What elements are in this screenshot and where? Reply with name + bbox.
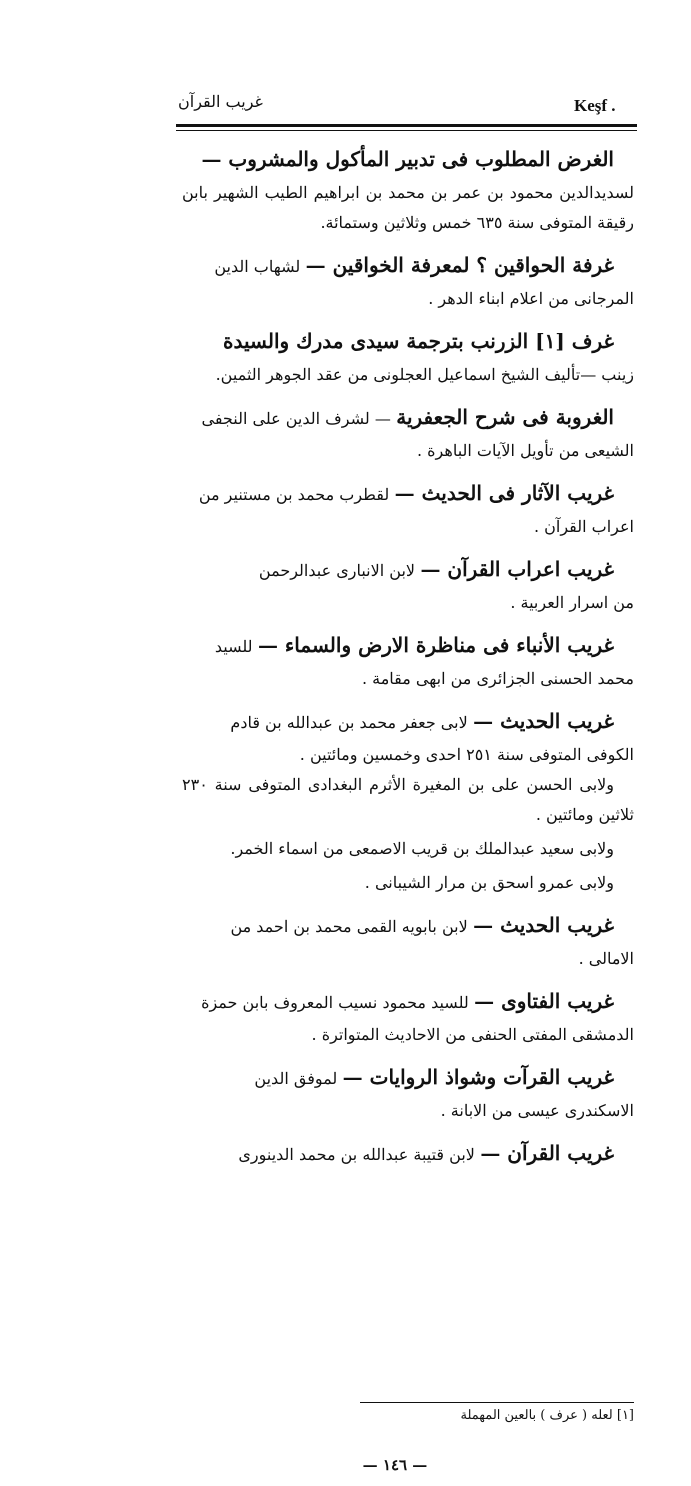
header-rule-thick	[176, 124, 637, 127]
entry-title: غرفة الحواقين ؟ لمعرفة الخواقين —	[305, 253, 614, 277]
entry	[182, 400, 634, 466]
entry-author: لموفق الدين	[254, 1069, 338, 1088]
entry-subitem: ولابى عمرو اسحق بن مرار الشيبانى .	[364, 873, 614, 892]
entry-text: المرجانى من اعلام ابناء الدهر .	[428, 289, 634, 308]
entry-text: الدمشقى المفتى الحنفى من الاحاديث المتواترة .	[311, 1025, 634, 1044]
entry-author: لابن الانبارى عبدالرحمن	[258, 561, 416, 580]
entry-title: غريب الحديث —	[473, 709, 614, 733]
entries-list	[182, 142, 634, 1182]
entry-author: للسيد	[214, 637, 253, 656]
entry-author: لابن بابويه القمى محمد بن احمد من	[230, 917, 468, 936]
entry	[182, 476, 634, 542]
entry	[182, 704, 634, 898]
entry-title: غرف [١] الزرنب بترجمة سيدى مدرك والسيدة	[223, 329, 614, 353]
running-header-left: Keşf .	[574, 96, 616, 115]
entry	[182, 984, 634, 1050]
entry-title: غريب القرآت وشواذ الروايات —	[342, 1065, 614, 1089]
entry-text: من اسرار العربية .	[510, 593, 634, 612]
footnote: [١] لعله ( عرف ) بالعين المهملة	[460, 1408, 634, 1423]
entry	[182, 1136, 634, 1172]
entry-text: الشيعى من تأويل الآيات الباهرة .	[417, 441, 634, 460]
entry-author: لابى جعفر محمد بن عبدالله بن قادم	[230, 713, 468, 732]
entry-text: الكوفى المتوفى سنة ٢٥١ احدى وخمسين ومائتين .	[299, 745, 634, 764]
entry-text: زينب —تأليف الشيخ اسماعيل العجلونى من عقد الجوهر الثمين.	[215, 365, 634, 384]
entry	[182, 324, 634, 390]
entry-title: غريب الآثار فى الحديث —	[394, 481, 614, 505]
entry-text: الامالى .	[578, 949, 634, 968]
header-rule-thin	[176, 130, 637, 131]
entry-text: الاسكندرى عيسى من الابانة .	[440, 1101, 634, 1120]
entry-title: الغرض المطلوب فى تدبير المأكول والمشروب —	[201, 147, 614, 171]
entry	[182, 248, 634, 314]
entry-author: لابن قتيبة عبدالله بن محمد الدينورى	[238, 1145, 475, 1164]
footnote-rule	[360, 1402, 634, 1403]
entry-title: الغروبة فى شرح الجعفرية	[396, 405, 614, 429]
entry-title: غريب اعراب القرآن —	[420, 557, 614, 581]
entry-author: — لشرف الدين على النجفى	[201, 409, 391, 428]
entry-text: اعراب القرآن .	[533, 517, 634, 536]
entry	[182, 142, 634, 238]
page-number: — ١٤٦ —	[362, 1456, 428, 1474]
entry-author: لقطرب محمد بن مستنير من	[198, 485, 390, 504]
entry-title: غريب الحديث —	[473, 913, 614, 937]
running-header-right: غريب القرآن	[178, 92, 263, 111]
entry-title: غريب الفتاوى —	[474, 989, 614, 1013]
entry-subitem: ولابى سعيد عبدالملك بن قريب الاصمعى من اسماء الخمر.	[230, 839, 614, 858]
entry-author: للسيد محمود نسيب المعروف بابن حمزة	[201, 993, 469, 1012]
entry-text: لسديدالدين محمود بن عمر بن محمد بن ابراهيم الطيب الشهير بابن رقيقة المتوفى سنة ٦٣٥ خمس وثلاثين وستمائة.	[182, 183, 634, 232]
entry-text: محمد الحسنى الجزائرى من ابهى مقامة .	[361, 669, 634, 688]
entry	[182, 908, 634, 974]
entry	[182, 628, 634, 694]
entry	[182, 1060, 634, 1126]
entry-author: لشهاب الدين	[214, 257, 301, 276]
entry-title: غريب القرآن —	[480, 1141, 614, 1165]
entry-subitem: ولابى الحسن على بن المغيرة الأثرم البغدادى المتوفى سنة ٢٣٠ ثلاثين ومائتين .	[182, 775, 634, 824]
entry	[182, 552, 634, 618]
entry-title: غريب الأنباء فى مناظرة الارض والسماء —	[257, 633, 614, 657]
